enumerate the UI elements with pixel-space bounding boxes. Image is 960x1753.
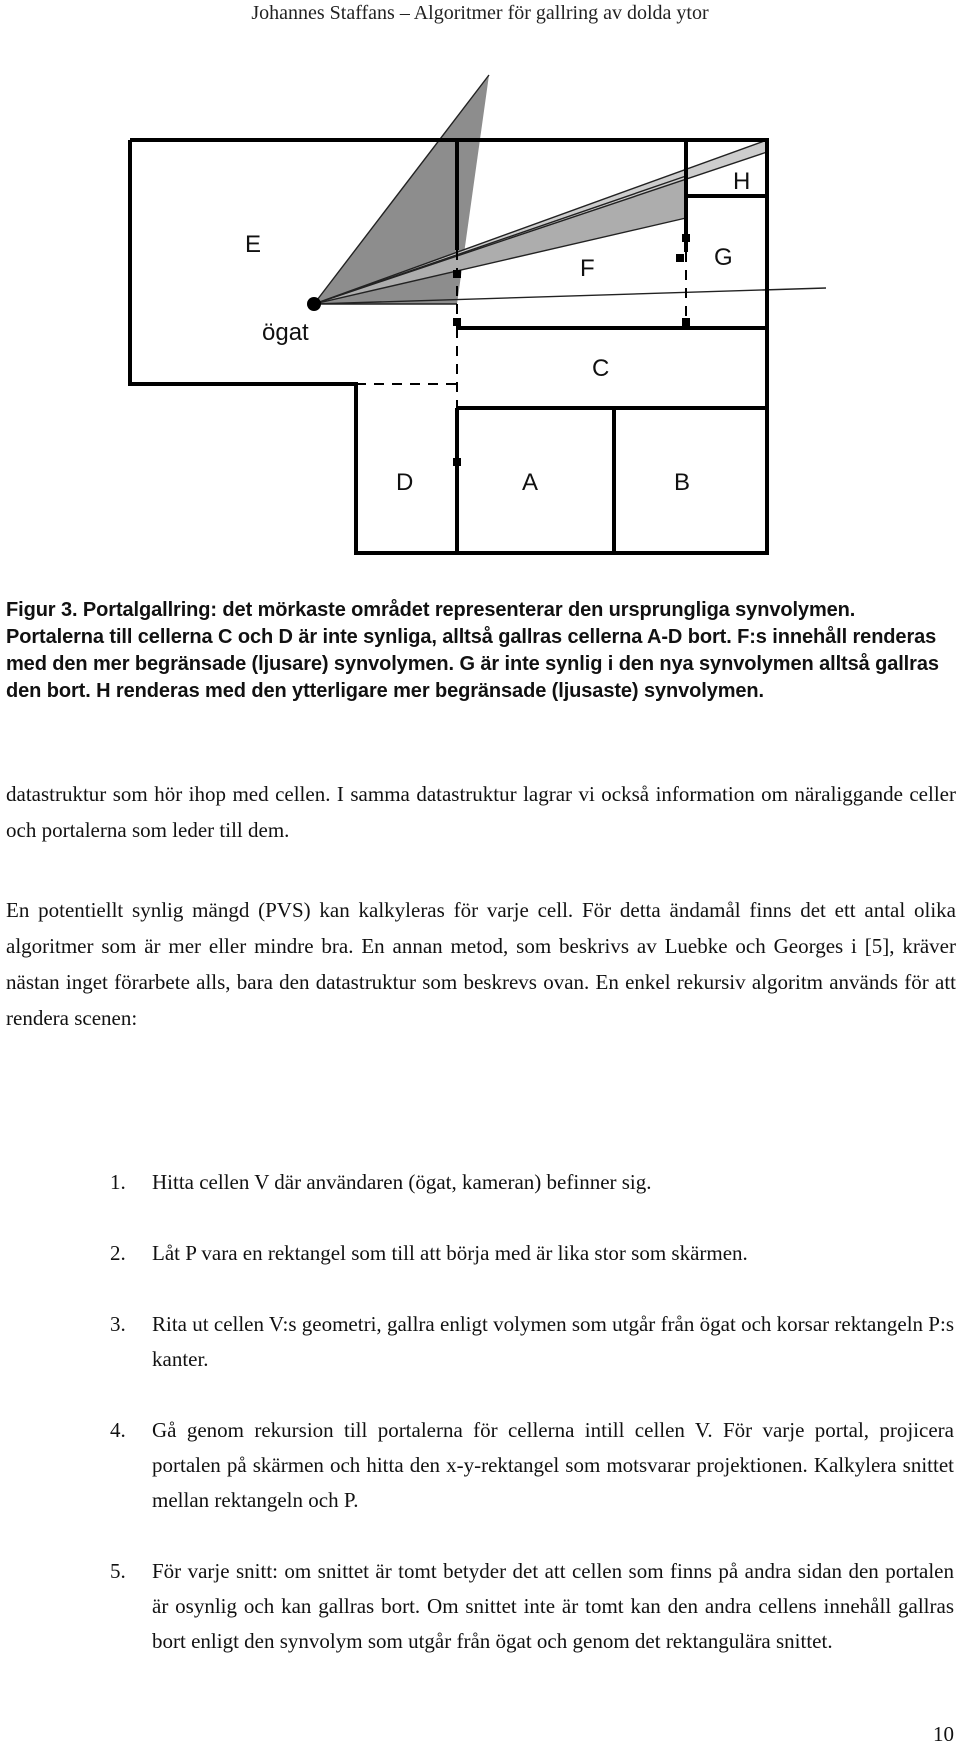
paragraph-1: datastruktur som hör ihop med cellen. I samma datastruktur lagrar vi också information om näraliggande celler och portalerna som leder till dem. [6,782,956,842]
label-cell-G: G [714,244,733,271]
eye-point [307,297,321,311]
label-cell-F: F [580,255,595,282]
step-text: Gå genom rekursion till portalerna för cellerna intill cellen V. För varje portal, projicera portalen på skärmen och hitta den x-y-rektangel som motsvarar projektionen. Kalkylera snittet mellan rektangeln och P. [152,1418,954,1512]
running-header: Johannes Staffans – Algoritmer för gallring av dolda ytor [251,2,709,24]
step-text: För varje snitt: om snittet är tomt betyder det att cellen som finns på andra sidan den portalen är osynlig och kan gallras bort. Om snittet inte är tomt kan den andra cellens innehåll gallras bort enligt den synvolym som utgår från ögat och genom det rektangulära snittet. [152,1559,954,1653]
list-item [0,1165,960,1200]
step-number: 4. [110,1418,126,1442]
portal-culling-figure [0,60,960,580]
label-eye: ögat [262,319,309,346]
step-number: 2. [110,1241,126,1265]
list-item [0,1413,960,1518]
page-number: 10 [933,1722,954,1746]
step-text: Hitta cellen V där användaren (ögat, kameran) befinner sig. [152,1170,652,1194]
step-text: Rita ut cellen V:s geometri, gallra enligt volymen som utgår från ögat och korsar rektangeln P:s kanter. [152,1312,954,1371]
label-cell-C: C [592,355,610,382]
label-cell-A: A [522,469,539,496]
step-number: 3. [110,1312,126,1336]
label-cell-E: E [245,231,262,258]
label-cell-D: D [396,469,414,496]
label-cell-B: B [674,469,691,496]
figure-caption-text: Portalgallring: det mörkaste området representerar den ursprungliga synvolymen. Portalerna till cellerna C och D är inte synliga, alltså gallras cellerna A-D bort. F:s innehåll renderas med den mer begränsade (ljusare) synvolymen. G är inte synlig i den nya synvolymen alltså gallras den bort. H renderas med den ytterligare mer begränsade (ljusaste) synvolymen. [6,599,939,702]
paragraph-2: En potentiellt synlig mängd (PVS) kan kalkyleras för varje cell. För detta ändamål finns det ett antal olika algoritmer som är mer eller mindre bra. En annan metod, som beskrivs av Luebke och Georges i [5], kräver nästan inget förarbete alls, bara den datastruktur som beskrevs ovan. En enkel rekursiv algoritm används för att rendera scenen: [6,898,956,1030]
step-number: 5. [110,1559,126,1583]
list-item [0,1236,960,1271]
figure-caption-label: Figur 3. [6,599,78,621]
algorithm-steps [0,1165,960,1695]
step-number: 1. [110,1170,126,1194]
list-item [0,1307,960,1377]
label-cell-H: H [733,168,751,195]
figure-caption [6,597,954,705]
list-item [0,1554,960,1659]
step-text: Låt P vara en rektangel som till att börja med är lika stor som skärmen. [152,1241,748,1265]
